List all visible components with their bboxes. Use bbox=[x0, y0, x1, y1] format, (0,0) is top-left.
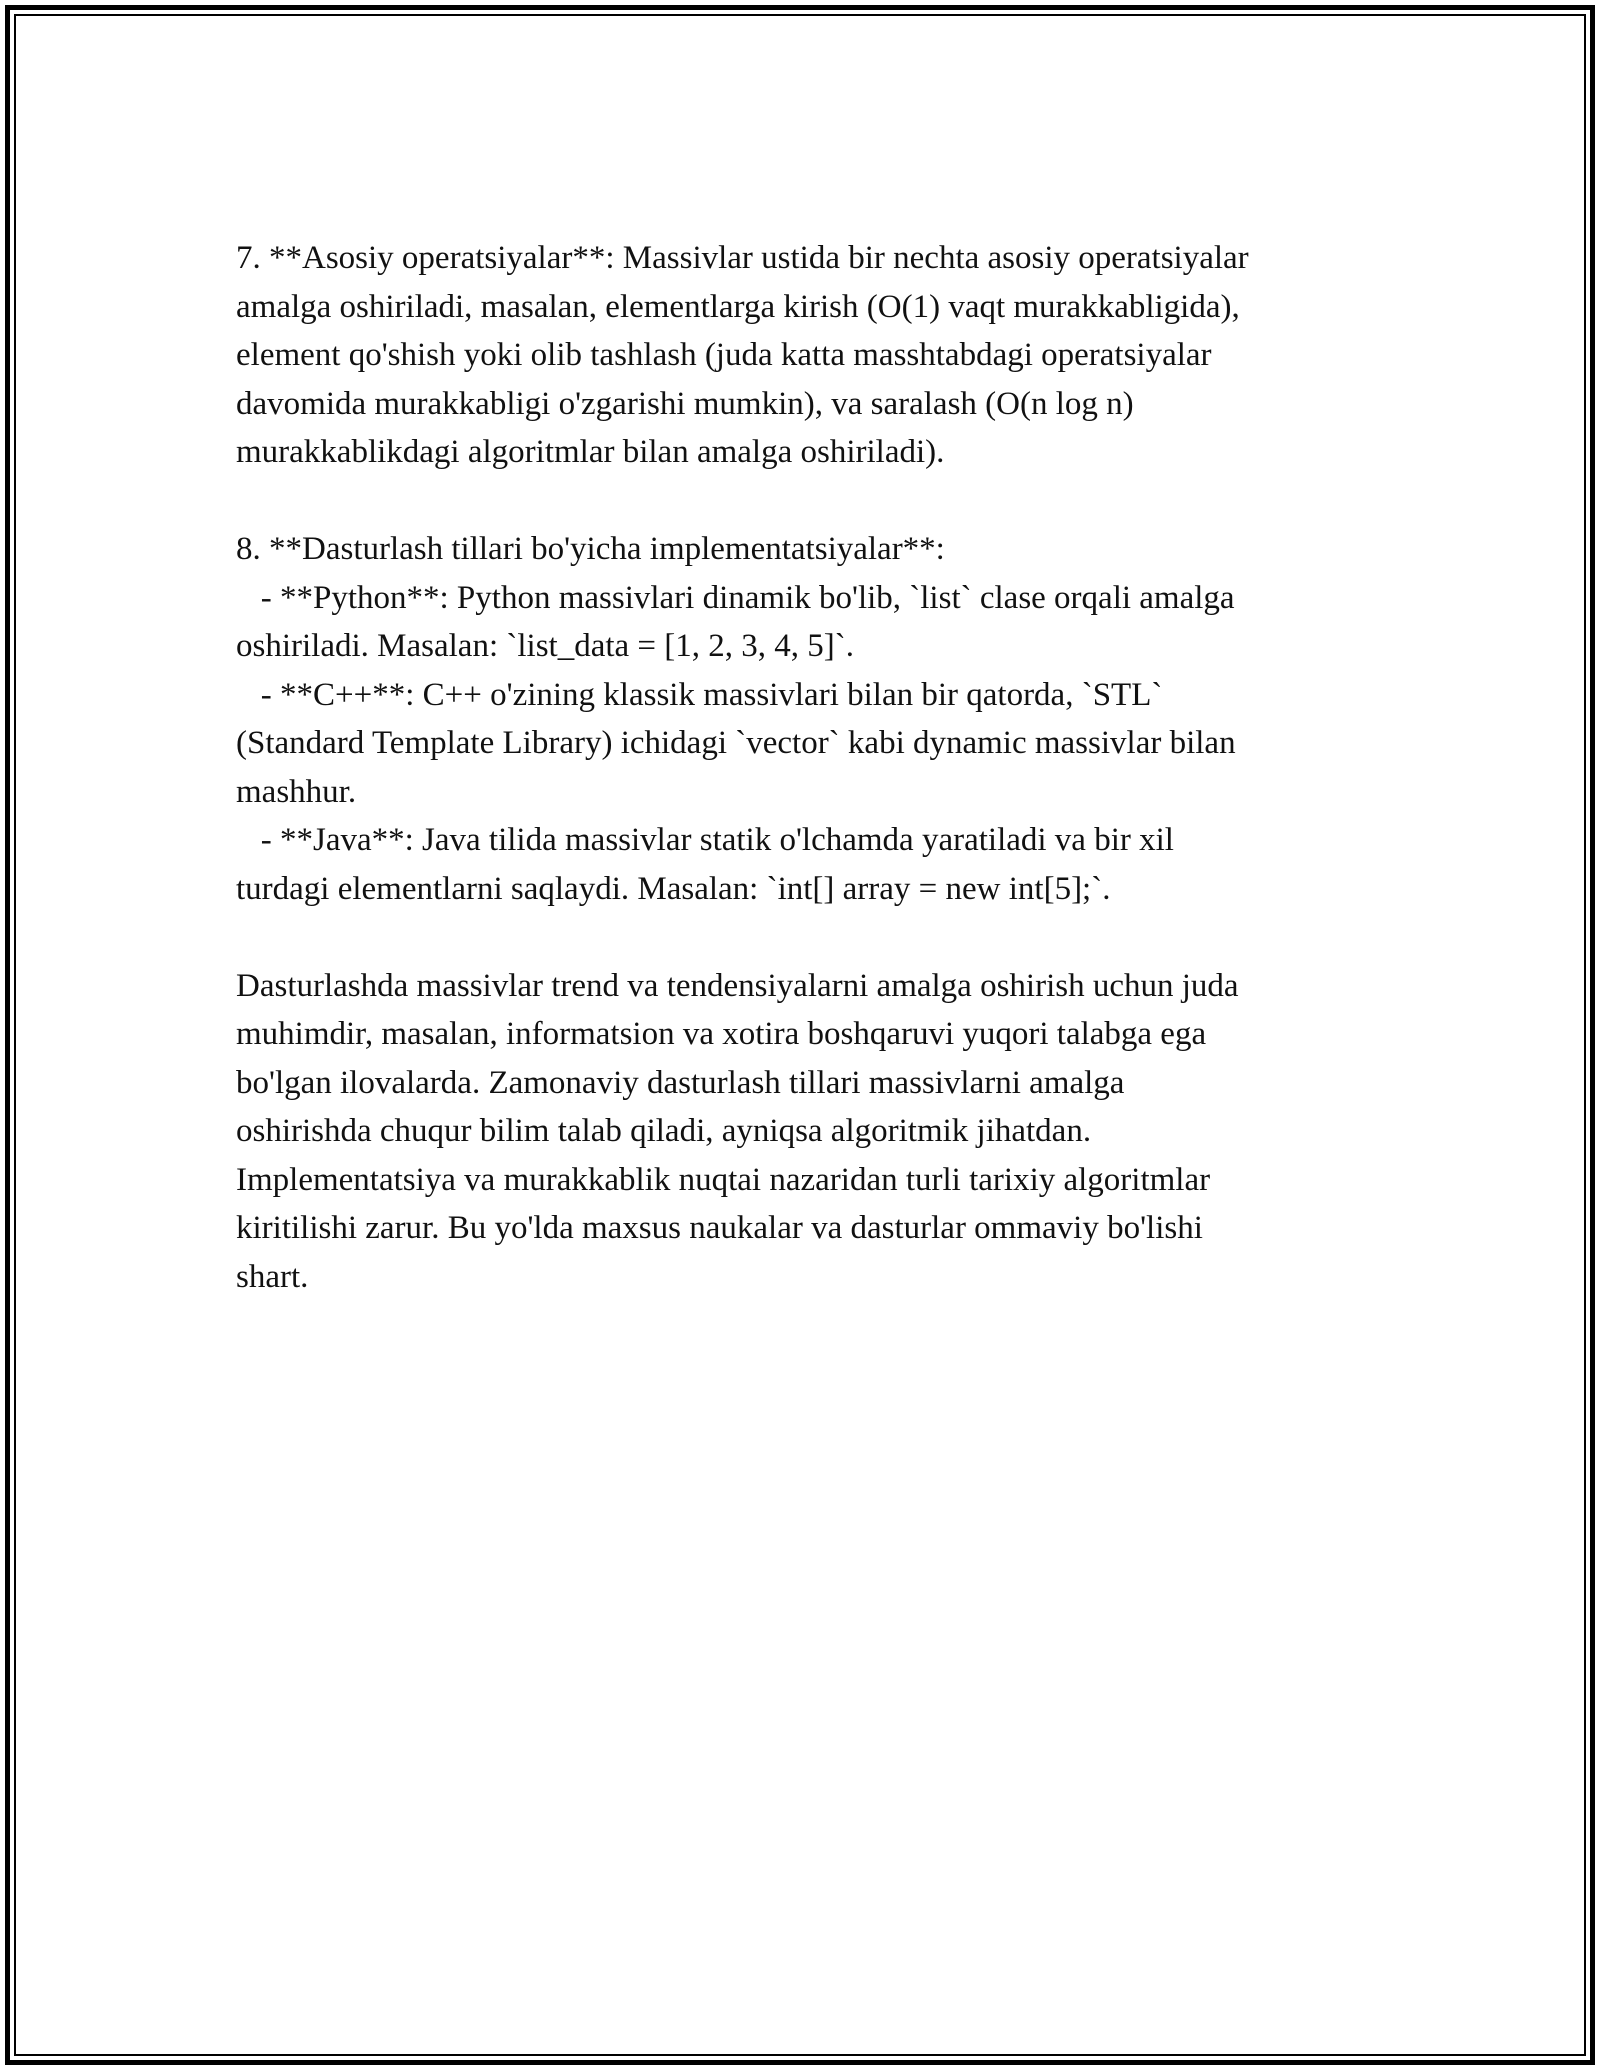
text-line: 8. **Dasturlash tillari bo'yicha implementatsiyalar**: bbox=[236, 531, 945, 567]
text-line: - **Python**: Python massivlari dinamik bo'lib, `list` clase orqali amalga bbox=[236, 579, 1235, 616]
document-body bbox=[236, 234, 1386, 1301]
paragraph-spacer bbox=[236, 913, 1386, 962]
conclusion-paragraph bbox=[236, 962, 1386, 1302]
text-line: davomida murakkabligi o'zgarishi mumkin), va saralash (O(n log n) bbox=[236, 385, 1134, 422]
text-line: Implementatsiya va murakkablik nuqtai nazaridan turli tarixiy algoritmlar bbox=[236, 1161, 1211, 1198]
text-line: turdagi elementlarni saqlaydi. Masalan: `int[] array = new int[5];`. bbox=[236, 870, 1111, 907]
text-line: oshirishda chuqur bilim talab qiladi, ayniqsa algoritmik jihatdan. bbox=[236, 1113, 1092, 1149]
text-line: - **Java**: Java tilida massivlar statik o'lchamda yaratiladi va bir xil bbox=[236, 822, 1174, 858]
paragraph-spacer bbox=[236, 477, 1386, 526]
text-line: oshiriladi. Masalan: `list_data = [1, 2, 3, 4, 5]`. bbox=[236, 628, 854, 664]
text-line: kiritilishi zarur. Bu yo'lda maxsus naukalar va dasturlar ommaviy bo'lishi bbox=[236, 1210, 1203, 1246]
text-line: mashhur. bbox=[236, 773, 357, 810]
section-7-paragraph bbox=[236, 234, 1386, 477]
text-line: murakkablikdagi algoritmlar bilan amalga oshiriladi). bbox=[236, 434, 945, 470]
text-line: (Standard Template Library) ichidagi `vector` kabi dynamic massivlar bilan bbox=[236, 725, 1236, 761]
text-line: muhimdir, masalan, informatsion va xotira boshqaruvi yuqori talabga ega bbox=[236, 1016, 1207, 1052]
text-line: - **C++**: C++ o'zining klassik massivlari bilan bir qatorda, `STL` bbox=[236, 676, 1163, 713]
text-line: bo'lgan ilovalarda. Zamonaviy dasturlash tillari massivlarni amalga bbox=[236, 1064, 1125, 1101]
text-line: amalga oshiriladi, masalan, elementlarga kirish (O(1) vaqt murakkabligida), bbox=[236, 288, 1240, 325]
section-8-paragraph bbox=[236, 525, 1386, 913]
text-line: element qo'shish yoki olib tashlash (juda katta masshtabdagi operatsiyalar bbox=[236, 337, 1212, 373]
text-line: shart. bbox=[236, 1258, 309, 1295]
text-line: 7. **Asosiy operatsiyalar**: Massivlar ustida bir nechta asosiy operatsiyalar bbox=[236, 240, 1249, 276]
text-line: Dasturlashda massivlar trend va tendensiyalarni amalga oshirish uchun juda bbox=[236, 967, 1239, 1004]
